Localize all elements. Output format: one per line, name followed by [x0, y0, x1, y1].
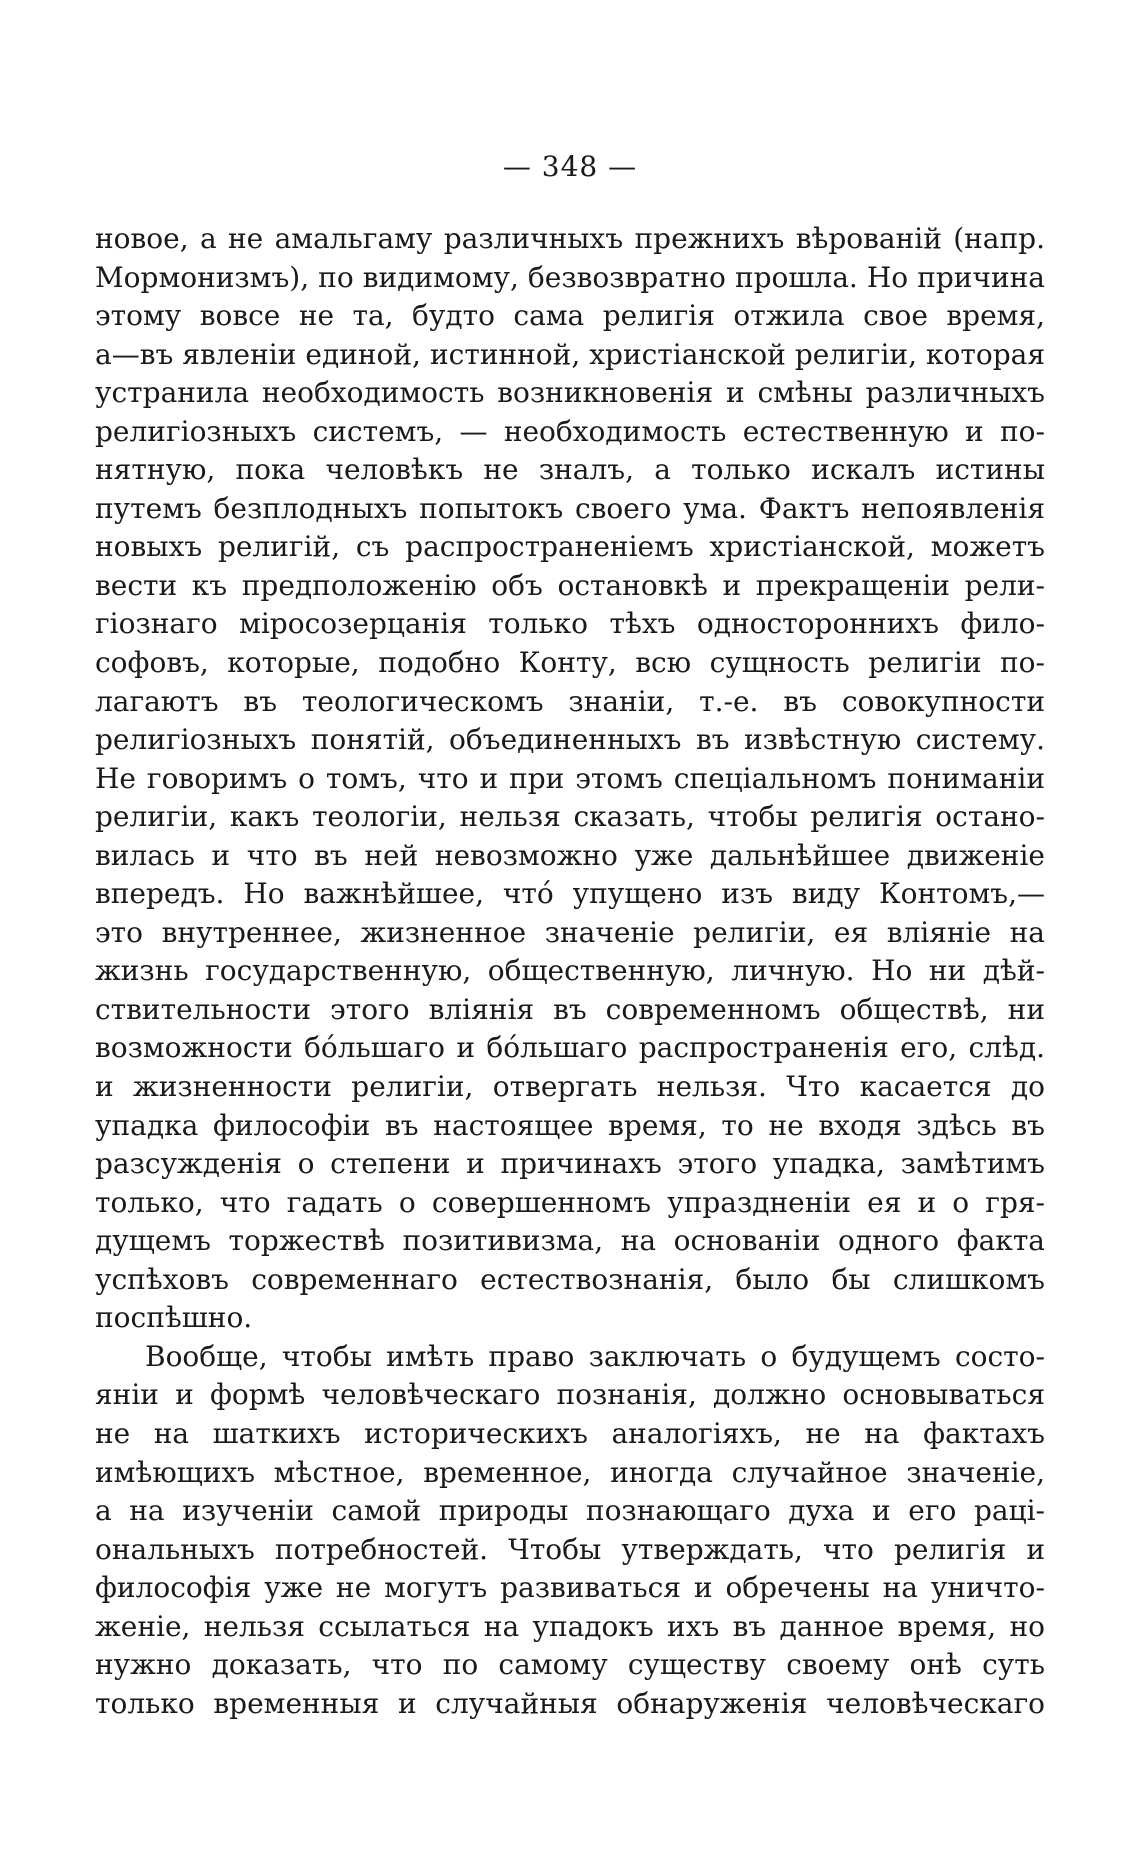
text-line: это внутреннее, жизненное значеніе религіи, ея вліяніе на [95, 915, 1045, 949]
text-line: вести къ предположенію объ остановкѣ и прекращеніи рели- [95, 568, 1045, 602]
text-line: новое, а не амальгаму различныхъ прежнихъ вѣрованій (напр. [95, 222, 1045, 255]
paragraph-2 [95, 1338, 1045, 1723]
text-line: впередъ. Но важнѣйшее, что́ упущено изъ виду Контомъ,— [95, 877, 1045, 911]
text-line: путемъ безплодныхъ попытокъ своего ума. Фактъ непоявленія [95, 491, 1045, 525]
text-line: Не говоримъ о томъ, что и при этомъ спеціальномъ пониманіи [95, 761, 1045, 795]
text-line: дущемъ торжествѣ позитивизма, на основаніи одного факта [95, 1224, 1045, 1258]
text-line: религіозныхъ системъ, — необходимость естественную и по- [95, 414, 1045, 448]
text-line: новыхъ религій, съ распространеніемъ христіанской, можетъ [95, 530, 1045, 564]
text-line: нятную, пока человѣкъ не зналъ, а только искалъ истины [95, 453, 1045, 487]
page-number: — 348 — [502, 150, 638, 183]
text-line: этому вовсе не та, будто сама религія отжила свое время, [95, 299, 1045, 333]
text-line: успѣховъ современнаго естествознанія, было бы слишкомъ [95, 1262, 1045, 1296]
text-line: поспѣшно. [95, 1301, 253, 1335]
text-line: устранила необходимость возникновенія и смѣны различныхъ [95, 376, 1045, 410]
text-line: только временныя и случайныя обнаруженія человѣческаго [95, 1686, 1045, 1720]
text-line: имѣющихъ мѣстное, временное, иногда случайное значеніе, [95, 1455, 1045, 1489]
text-line: лагаютъ въ теологическомъ знаніи, т.-е. въ совокупности [95, 684, 1045, 718]
text-line: яніи и формѣ человѣческаго познанія, должно основываться [95, 1378, 1045, 1412]
paragraph-1 [95, 220, 1045, 1338]
text-line: и жизненности религіи, отвергать нельзя. Что касается до [95, 1070, 1045, 1104]
text-line: ствительности этого вліянія въ современномъ обществѣ, ни [95, 992, 1045, 1026]
text-line: не на шаткихъ историческихъ аналогіяхъ, не на фактахъ [95, 1416, 1045, 1450]
text-line: а на изученіи самой природы познающаго духа и его раці- [95, 1494, 1045, 1528]
text-line: только, что гадать о совершенномъ упраздненіи ея и о гря- [95, 1185, 1045, 1219]
text-line: упадка философіи въ настоящее время, то не входя здѣсь въ [95, 1108, 1045, 1142]
text-line: софовъ, которые, подобно Конту, всю сущность религіи по- [95, 646, 1045, 680]
text-line: философія уже не могутъ развиваться и обречены на уничто- [95, 1571, 1045, 1605]
text-line: религіи, какъ теологіи, нельзя сказать, чтобы религія остано- [95, 800, 1045, 834]
text-line: жизнь государственную, общественную, личную. Но ни дѣй- [95, 954, 1045, 988]
text-line: ональныхъ потребностей. Чтобы утверждать, что религія и [95, 1532, 1045, 1566]
text-line: а—въ явленіи единой, истинной, христіанской религіи, которая [95, 337, 1045, 371]
text-line: нужно доказать, что по самому существу своему онѣ суть [95, 1648, 1045, 1682]
text-line: Вообще, чтобы имѣть право заключать о будущемъ состо- [145, 1339, 1045, 1373]
text-line: религіозныхъ понятій, объединенныхъ въ извѣстную систему. [95, 723, 1045, 757]
text-line: вилась и что въ ней невозможно уже дальнѣйшее движеніе [95, 838, 1045, 872]
text-line: Мормонизмъ), по видимому, безвозвратно прошла. Но причина [95, 260, 1045, 294]
text-line: возможности бо́льшаго и бо́льшаго распространенія его, слѣд. [95, 1031, 1045, 1065]
text-line: женіе, нельзя ссылаться на упадокъ ихъ въ данное время, но [95, 1609, 1045, 1643]
body-text [95, 220, 1045, 1723]
text-line: гіознаго міросозерцанія только тѣхъ одностороннихъ фило- [95, 607, 1045, 641]
text-line: разсужденія о степени и причинахъ этого упадка, замѣтимъ [95, 1147, 1045, 1181]
